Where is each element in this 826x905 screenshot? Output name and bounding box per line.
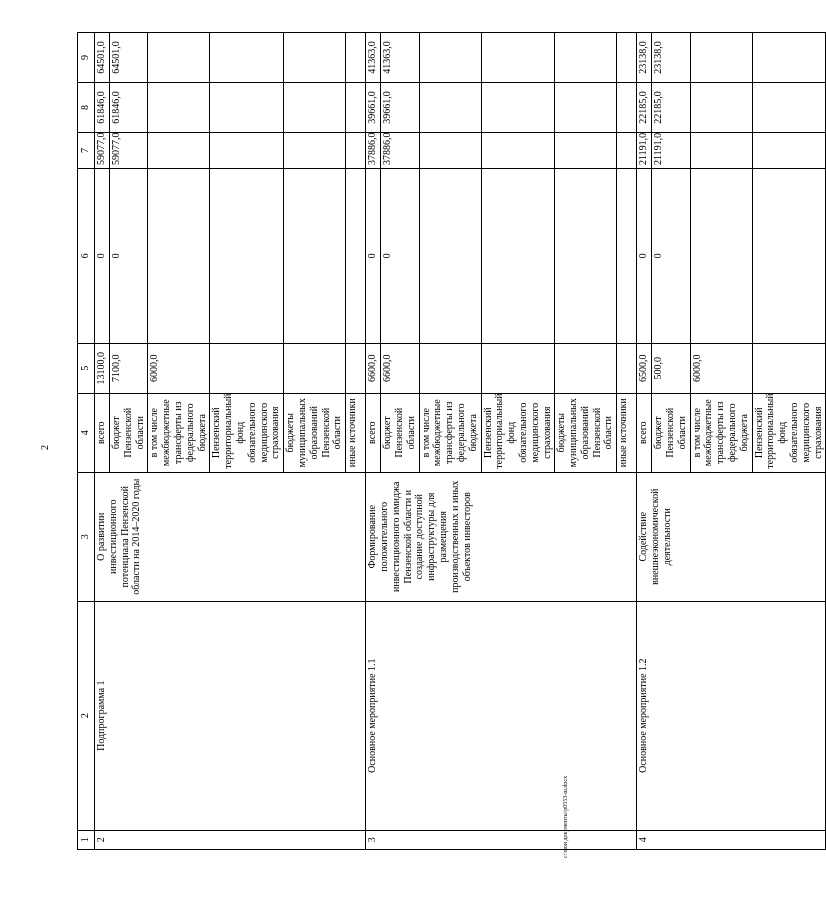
group-title: Формирование положительного инвестиционного имиджа Пензенской области и создание доступной инфраструктуры для размещения производственных и иных объектов инвесторов xyxy=(366,472,637,601)
value-cell xyxy=(690,33,752,83)
value-cell xyxy=(752,132,826,168)
funding-source-cell: всего xyxy=(637,393,652,472)
value-cell: 23138,0 xyxy=(637,33,652,83)
group-number: 4 xyxy=(637,830,826,849)
funding-source-cell: Пензенский территориальный фонд обязательного медицинского страхования xyxy=(481,393,555,472)
funding-source-cell: Пензенский территориальный фонд обязательного медицинского страхования xyxy=(752,393,826,472)
value-cell xyxy=(419,83,481,133)
table-row xyxy=(637,33,652,850)
value-cell: 22185,0 xyxy=(652,83,690,133)
value-cell xyxy=(617,343,637,393)
value-cell: 41363,0 xyxy=(366,33,381,83)
value-cell xyxy=(617,132,637,168)
rotated-table-container xyxy=(77,32,824,850)
value-cell xyxy=(210,343,284,393)
value-cell: 61846,0 xyxy=(95,83,110,133)
column-number-3: 3 xyxy=(78,472,95,601)
value-cell: 41363,0 xyxy=(381,33,419,83)
value-cell xyxy=(555,33,617,83)
value-cell: 22185,0 xyxy=(637,83,652,133)
value-cell: 59077,0 xyxy=(110,132,148,168)
group-number: 3 xyxy=(366,830,637,849)
table-row xyxy=(95,33,110,850)
column-number-4: 4 xyxy=(78,393,95,472)
value-cell xyxy=(210,83,284,133)
value-cell: 0 xyxy=(381,168,419,343)
value-cell xyxy=(481,132,555,168)
funding-source-cell: в том числе межбюджетные трансферты из федерального бюджета xyxy=(148,393,210,472)
value-cell xyxy=(148,132,210,168)
value-cell: 6500,0 xyxy=(637,343,652,393)
value-cell: 6600,0 xyxy=(366,343,381,393)
value-cell: 64501,0 xyxy=(110,33,148,83)
value-cell xyxy=(210,168,284,343)
value-cell xyxy=(752,343,826,393)
column-number-6: 6 xyxy=(78,168,95,343)
column-number-5: 5 xyxy=(78,343,95,393)
value-cell xyxy=(148,33,210,83)
funding-source-cell: в том числе межбюджетные трансферты из федерального бюджета xyxy=(419,393,481,472)
value-cell: 6000,0 xyxy=(148,343,210,393)
value-cell: 59077,0 xyxy=(95,132,110,168)
value-cell: 0 xyxy=(95,168,110,343)
value-cell: 21191,0 xyxy=(652,132,690,168)
value-cell xyxy=(148,168,210,343)
value-cell: 0 xyxy=(110,168,148,343)
value-cell: 23138,0 xyxy=(652,33,690,83)
value-cell: 39661,0 xyxy=(366,83,381,133)
value-cell xyxy=(555,132,617,168)
value-cell xyxy=(481,33,555,83)
column-number-9: 9 xyxy=(78,33,95,83)
column-number-1: 1 xyxy=(78,830,95,849)
value-cell: 0 xyxy=(366,168,381,343)
group-name: Основное мероприятие 1.2 xyxy=(637,601,826,830)
funding-source-cell: бюджет Пензенской области xyxy=(110,393,148,472)
group-number: 2 xyxy=(95,830,366,849)
table-row xyxy=(366,33,381,850)
funding-source-cell: иные источники xyxy=(346,393,366,472)
value-cell: 500,0 xyxy=(652,343,690,393)
value-cell xyxy=(284,132,346,168)
value-cell xyxy=(481,83,555,133)
value-cell xyxy=(690,83,752,133)
value-cell xyxy=(419,33,481,83)
funding-source-cell: бюджет Пензенской области xyxy=(381,393,419,472)
group-name: Подпрограмма 1 xyxy=(95,601,366,830)
value-cell xyxy=(346,132,366,168)
value-cell xyxy=(148,83,210,133)
value-cell xyxy=(284,83,346,133)
funding-source-cell: в том числе межбюджетные трансферты из федерального бюджета xyxy=(690,393,752,472)
value-cell: 39661,0 xyxy=(381,83,419,133)
funding-source-cell: Пензенский территориальный фонд обязательного медицинского страхования xyxy=(210,393,284,472)
page-number: 2 xyxy=(40,445,51,450)
program-funding-table xyxy=(77,32,826,850)
value-cell: 37886,0 xyxy=(366,132,381,168)
value-cell xyxy=(617,33,637,83)
value-cell xyxy=(752,33,826,83)
value-cell: 0 xyxy=(652,168,690,343)
value-cell xyxy=(555,83,617,133)
group-title: О развитии инвестиционного потенциала Пензенской области на 2014–2020 годы xyxy=(95,472,366,601)
value-cell xyxy=(481,168,555,343)
funding-source-cell: иные источники xyxy=(617,393,637,472)
value-cell: 21191,0 xyxy=(637,132,652,168)
value-cell xyxy=(419,168,481,343)
value-cell: 6600,0 xyxy=(381,343,419,393)
column-number-7: 7 xyxy=(78,132,95,168)
value-cell: 0 xyxy=(637,168,652,343)
value-cell xyxy=(284,343,346,393)
value-cell xyxy=(284,168,346,343)
value-cell xyxy=(617,168,637,343)
column-number-2: 2 xyxy=(78,601,95,830)
value-cell xyxy=(346,33,366,83)
header-row xyxy=(78,33,95,850)
column-number-8: 8 xyxy=(78,83,95,133)
value-cell xyxy=(210,33,284,83)
group-title: Содействие внешнеэкономической деятельности xyxy=(637,472,826,601)
funding-source-cell: бюджеты муниципальных образований Пензенской области xyxy=(555,393,617,472)
funding-source-cell: всего xyxy=(95,393,110,472)
value-cell: 61846,0 xyxy=(110,83,148,133)
value-cell xyxy=(346,343,366,393)
value-cell xyxy=(419,132,481,168)
value-cell xyxy=(690,132,752,168)
footer-file-path: c:\мои документы\p0553-ш.docx xyxy=(563,775,569,858)
value-cell xyxy=(617,83,637,133)
value-cell xyxy=(555,343,617,393)
table-body xyxy=(78,33,826,850)
value-cell xyxy=(346,83,366,133)
value-cell: 37886,0 xyxy=(381,132,419,168)
group-name: Основное мероприятие 1.1 xyxy=(366,601,637,830)
value-cell: 7100,0 xyxy=(110,343,148,393)
value-cell xyxy=(210,132,284,168)
value-cell xyxy=(419,343,481,393)
value-cell xyxy=(690,168,752,343)
value-cell: 13100,0 xyxy=(95,343,110,393)
funding-source-cell: бюджет Пензенской области xyxy=(652,393,690,472)
value-cell xyxy=(481,343,555,393)
value-cell: 6000,0 xyxy=(690,343,752,393)
value-cell xyxy=(752,83,826,133)
value-cell xyxy=(346,168,366,343)
value-cell: 64501,0 xyxy=(95,33,110,83)
value-cell xyxy=(555,168,617,343)
value-cell xyxy=(284,33,346,83)
funding-source-cell: всего xyxy=(366,393,381,472)
funding-source-cell: бюджеты муниципальных образований Пензенской области xyxy=(284,393,346,472)
value-cell xyxy=(752,168,826,343)
